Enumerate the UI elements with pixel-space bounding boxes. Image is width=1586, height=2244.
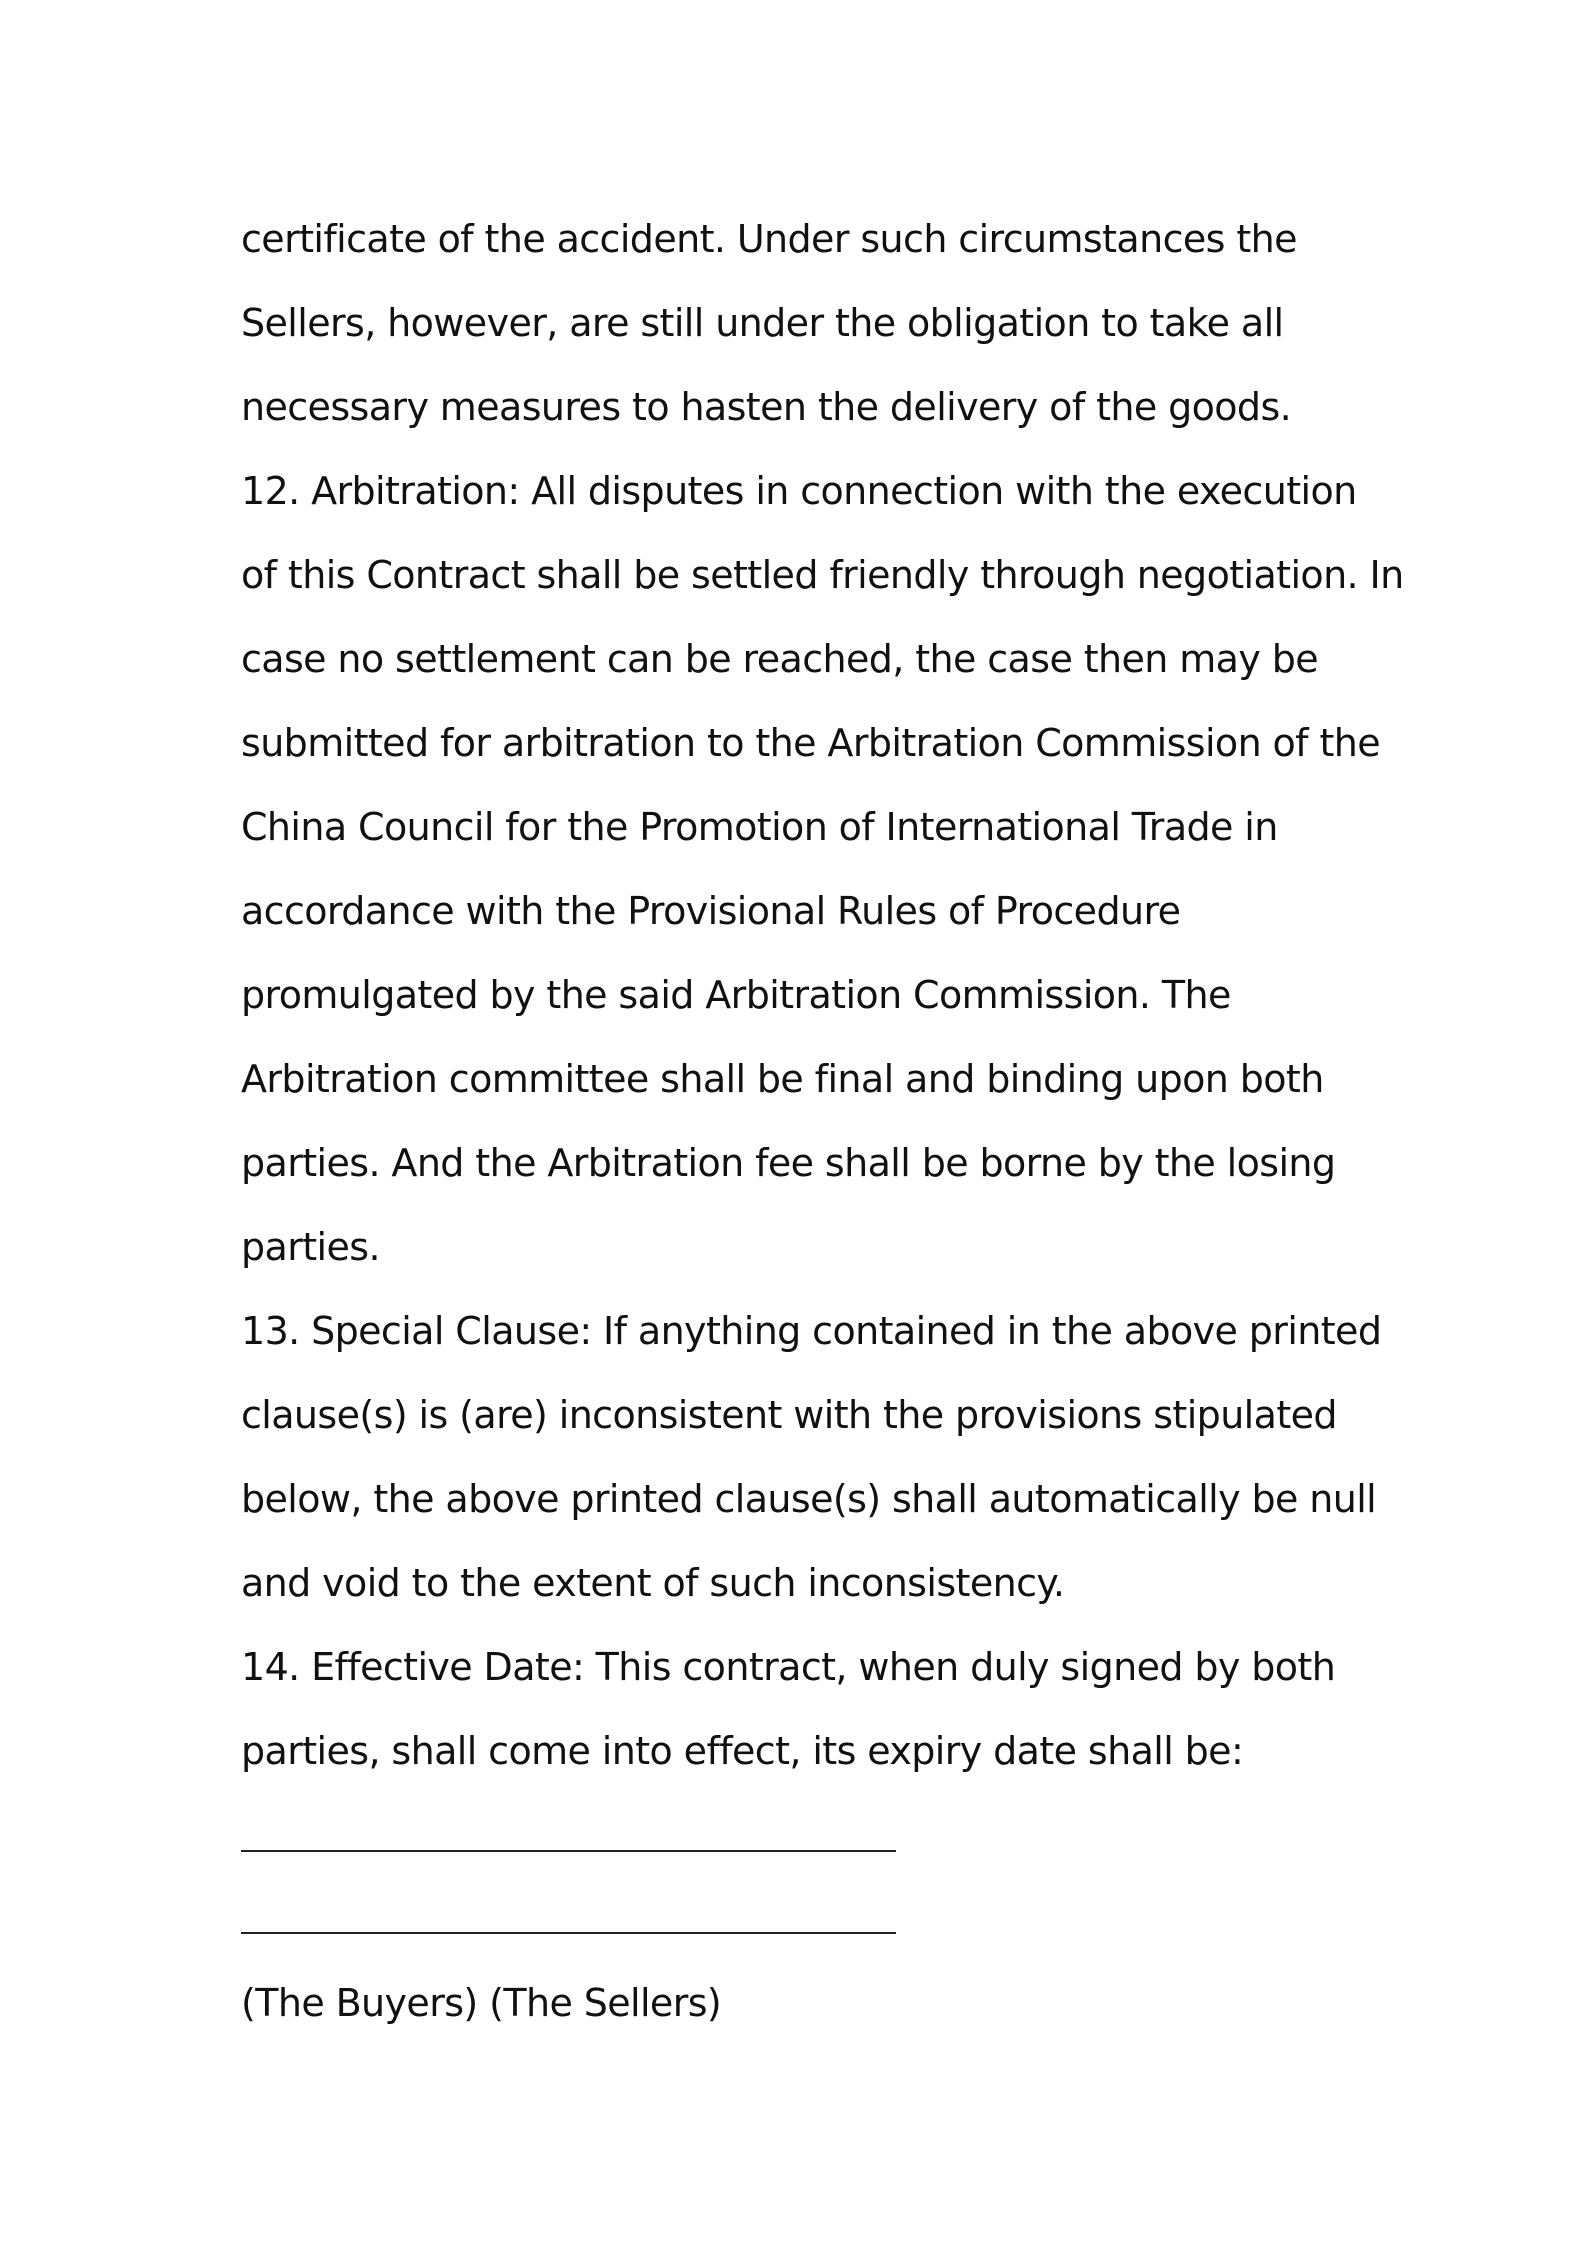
- text-line: case no settlement can be reached, the case then may be: [241, 637, 1318, 681]
- text-line: accordance with the Provisional Rules of Procedure: [241, 889, 1181, 933]
- text-line: parties.: [241, 1225, 380, 1269]
- text-line: Arbitration committee shall be final and binding upon both: [241, 1057, 1324, 1101]
- signature-blank-sellers: [241, 1877, 1391, 1961]
- text-line: China Council for the Promotion of International Trade in: [241, 805, 1278, 849]
- text-line: parties, shall come into effect, its expiry date shall be:: [241, 1729, 1244, 1773]
- text-line: Sellers, however, are still under the obligation to take all: [241, 301, 1284, 345]
- text-line: necessary measures to hasten the delivery of the goods.: [241, 385, 1292, 429]
- text-line: certificate of the accident. Under such circumstances the: [241, 217, 1297, 261]
- text-line: submitted for arbitration to the Arbitration Commission of the: [241, 721, 1381, 765]
- clause-13-heading-line: 13. Special Clause: If anything contained in the above printed: [241, 1309, 1382, 1353]
- text-line: of this Contract shall be settled friendly through negotiation. In: [241, 553, 1404, 597]
- text-line: below, the above printed clause(s) shall automatically be null: [241, 1477, 1377, 1521]
- clause-12-heading-line: 12. Arbitration: All disputes in connection with the execution: [241, 469, 1357, 513]
- signature-rule: [241, 1932, 896, 1934]
- text-line: promulgated by the said Arbitration Commission. The: [241, 973, 1231, 1017]
- text-line: parties. And the Arbitration fee shall be borne by the losing: [241, 1141, 1336, 1185]
- clause-14-heading-line: 14. Effective Date: This contract, when duly signed by both: [241, 1645, 1336, 1689]
- text-line: and void to the extent of such inconsistency.: [241, 1561, 1065, 1605]
- signature-rule: [241, 1850, 896, 1852]
- document-body: [241, 197, 1404, 2045]
- signature-caption: (The Buyers) (The Sellers): [241, 1981, 722, 2025]
- text-line: clause(s) is (are) inconsistent with the provisions stipulated: [241, 1393, 1337, 1437]
- signature-blank-buyers: [241, 1793, 1391, 1877]
